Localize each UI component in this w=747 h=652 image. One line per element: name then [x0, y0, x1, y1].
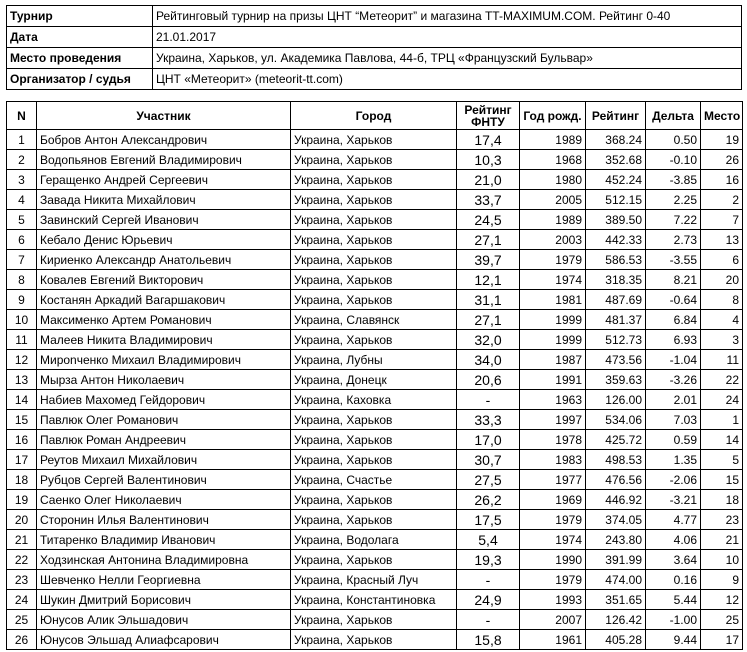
cell-rating-fntu: 27,1 [457, 230, 520, 250]
cell-rating: 126.00 [586, 390, 646, 410]
cell-delta: 8.21 [646, 270, 701, 290]
info-label: Дата [7, 27, 153, 48]
cell-city: Украина, Харьков [291, 190, 457, 210]
table-row [7, 490, 743, 510]
cell-rating-fntu: - [457, 610, 520, 630]
cell-city: Украина, Харьков [291, 250, 457, 270]
cell-rating: 534.06 [586, 410, 646, 430]
info-value: ЦНТ «Метеорит» (meteorit-tt.com) [153, 69, 742, 90]
cell-city: Украина, Лубны [291, 350, 457, 370]
cell-place: 4 [701, 310, 743, 330]
cell-n: 19 [7, 490, 37, 510]
cell-rating: 391.99 [586, 550, 646, 570]
cell-rating-fntu: 17,4 [457, 130, 520, 150]
cell-birth-year: 1974 [520, 270, 586, 290]
cell-city: Украина, Константиновка [291, 590, 457, 610]
cell-rating-fntu: 30,7 [457, 450, 520, 470]
cell-rating: 243.80 [586, 530, 646, 550]
cell-rating-fntu: 27,1 [457, 310, 520, 330]
cell-rating: 126.42 [586, 610, 646, 630]
cell-n: 24 [7, 590, 37, 610]
cell-n: 23 [7, 570, 37, 590]
table-row [7, 250, 743, 270]
cell-birth-year: 1978 [520, 430, 586, 450]
cell-city: Украина, Славянск [291, 310, 457, 330]
cell-place: 2 [701, 190, 743, 210]
header-rating: Рейтинг [586, 102, 646, 130]
info-value: Рейтинговый турнир на призы ЦНТ “Метеорит” и магазина TT-MAXIMUM.COM. Рейтинг 0-40 [153, 6, 742, 27]
cell-rating-fntu: 20,6 [457, 370, 520, 390]
cell-place: 25 [701, 610, 743, 630]
cell-birth-year: 1969 [520, 490, 586, 510]
info-value: 21.01.2017 [153, 27, 742, 48]
cell-n: 6 [7, 230, 37, 250]
cell-delta: 2.01 [646, 390, 701, 410]
cell-city: Украина, Харьков [291, 150, 457, 170]
table-row [7, 610, 743, 630]
cell-delta: 2.25 [646, 190, 701, 210]
cell-rating: 405.28 [586, 630, 646, 650]
cell-city: Украина, Харьков [291, 630, 457, 650]
cell-n: 8 [7, 270, 37, 290]
info-label: Организатор / судья [7, 69, 153, 90]
cell-participant: Кириенко Александр Анатольевич [37, 250, 291, 270]
table-row [7, 410, 743, 430]
table-row [7, 210, 743, 230]
cell-place: 1 [701, 410, 743, 430]
header-rating-fntu-line2: ФНТУ [471, 114, 505, 129]
cell-participant: Малеев Никита Владимирович [37, 330, 291, 350]
cell-birth-year: 1990 [520, 550, 586, 570]
cell-city: Украина, Харьков [291, 130, 457, 150]
cell-rating-fntu: - [457, 390, 520, 410]
header-place: Место [701, 102, 743, 130]
table-row [7, 230, 743, 250]
header-rating-fntu [457, 102, 520, 130]
cell-city: Украина, Харьков [291, 230, 457, 250]
info-row [7, 69, 742, 90]
table-row [7, 290, 743, 310]
info-row [7, 48, 742, 69]
cell-rating-fntu: 34,0 [457, 350, 520, 370]
info-label: Турнир [7, 6, 153, 27]
cell-birth-year: 1980 [520, 170, 586, 190]
cell-birth-year: 1999 [520, 330, 586, 350]
cell-rating-fntu: 26,2 [457, 490, 520, 510]
cell-rating-fntu: 17,0 [457, 430, 520, 450]
cell-rating-fntu: 10,3 [457, 150, 520, 170]
cell-rating: 368.24 [586, 130, 646, 150]
cell-place: 24 [701, 390, 743, 410]
cell-rating: 512.15 [586, 190, 646, 210]
header-birth-year: Год рожд. [520, 102, 586, 130]
cell-delta: 7.22 [646, 210, 701, 230]
cell-city: Украина, Счастье [291, 470, 457, 490]
cell-n: 25 [7, 610, 37, 630]
cell-birth-year: 1999 [520, 310, 586, 330]
cell-rating: 446.92 [586, 490, 646, 510]
cell-participant: Максименко Артем Романович [37, 310, 291, 330]
cell-participant: Набиев Махомед Гейдорович [37, 390, 291, 410]
cell-birth-year: 1989 [520, 210, 586, 230]
cell-place: 9 [701, 570, 743, 590]
header-delta: Дельта [646, 102, 701, 130]
cell-city: Украина, Каховка [291, 390, 457, 410]
cell-participant: Реутов Михаил Михайлович [37, 450, 291, 470]
cell-birth-year: 1961 [520, 630, 586, 650]
cell-rating: 359.63 [586, 370, 646, 390]
cell-birth-year: 1991 [520, 370, 586, 390]
cell-birth-year: 1974 [520, 530, 586, 550]
cell-participant: Павлюк Роман Андреевич [37, 430, 291, 450]
table-row [7, 450, 743, 470]
cell-rating-fntu: 33,3 [457, 410, 520, 430]
cell-n: 17 [7, 450, 37, 470]
cell-participant: Титаренко Владимир Иванович [37, 530, 291, 550]
cell-n: 26 [7, 630, 37, 650]
cell-participant: Саенко Олег Николаевич [37, 490, 291, 510]
cell-place: 15 [701, 470, 743, 490]
cell-delta: 0.50 [646, 130, 701, 150]
cell-rating: 476.56 [586, 470, 646, 490]
cell-rating-fntu: 15,8 [457, 630, 520, 650]
cell-delta: 6.84 [646, 310, 701, 330]
table-row [7, 170, 743, 190]
cell-participant: Водопьянов Евгений Владимирович [37, 150, 291, 170]
cell-rating-fntu: 31,1 [457, 290, 520, 310]
cell-birth-year: 1993 [520, 590, 586, 610]
cell-birth-year: 1997 [520, 410, 586, 430]
cell-place: 13 [701, 230, 743, 250]
table-row [7, 470, 743, 490]
cell-birth-year: 1989 [520, 130, 586, 150]
cell-delta: 9.44 [646, 630, 701, 650]
cell-n: 18 [7, 470, 37, 490]
cell-n: 20 [7, 510, 37, 530]
cell-rating-fntu: 27,5 [457, 470, 520, 490]
cell-birth-year: 2003 [520, 230, 586, 250]
table-row [7, 390, 743, 410]
cell-rating: 452.24 [586, 170, 646, 190]
cell-n: 13 [7, 370, 37, 390]
cell-n: 3 [7, 170, 37, 190]
cell-rating-fntu: 5,4 [457, 530, 520, 550]
cell-place: 22 [701, 370, 743, 390]
cell-birth-year: 1983 [520, 450, 586, 470]
cell-participant: Сторонин Илья Валентинович [37, 510, 291, 530]
cell-delta: -2.06 [646, 470, 701, 490]
cell-delta: -0.10 [646, 150, 701, 170]
cell-participant: Костанян Аркадий Вагаршакович [37, 290, 291, 310]
cell-rating: 442.33 [586, 230, 646, 250]
cell-place: 11 [701, 350, 743, 370]
cell-n: 10 [7, 310, 37, 330]
cell-place: 3 [701, 330, 743, 350]
cell-birth-year: 2005 [520, 190, 586, 210]
cell-n: 7 [7, 250, 37, 270]
cell-rating: 352.68 [586, 150, 646, 170]
cell-place: 12 [701, 590, 743, 610]
table-row [7, 430, 743, 450]
cell-city: Украина, Донецк [291, 370, 457, 390]
cell-rating-fntu: 17,5 [457, 510, 520, 530]
cell-place: 23 [701, 510, 743, 530]
table-row [7, 150, 743, 170]
cell-n: 1 [7, 130, 37, 150]
cell-delta: -0.64 [646, 290, 701, 310]
table-row [7, 510, 743, 530]
cell-participant: Мирonченко Михаил Владимирович [37, 350, 291, 370]
cell-birth-year: 2007 [520, 610, 586, 630]
tournament-info-table [6, 5, 742, 90]
cell-rating: 586.53 [586, 250, 646, 270]
cell-participant: Завинский Сергей Иванович [37, 210, 291, 230]
cell-birth-year: 1979 [520, 510, 586, 530]
cell-n: 2 [7, 150, 37, 170]
cell-city: Украина, Красный Луч [291, 570, 457, 590]
cell-n: 4 [7, 190, 37, 210]
cell-n: 11 [7, 330, 37, 350]
cell-delta: -3.85 [646, 170, 701, 190]
cell-place: 8 [701, 290, 743, 310]
cell-place: 10 [701, 550, 743, 570]
cell-city: Украина, Харьков [291, 490, 457, 510]
cell-place: 26 [701, 150, 743, 170]
cell-place: 16 [701, 170, 743, 190]
cell-place: 20 [701, 270, 743, 290]
cell-birth-year: 1977 [520, 470, 586, 490]
cell-rating-fntu: - [457, 570, 520, 590]
cell-rating: 425.72 [586, 430, 646, 450]
table-row [7, 570, 743, 590]
cell-delta: 7.03 [646, 410, 701, 430]
cell-n: 12 [7, 350, 37, 370]
cell-rating: 498.53 [586, 450, 646, 470]
table-row [7, 530, 743, 550]
cell-rating: 473.56 [586, 350, 646, 370]
cell-city: Украина, Харьков [291, 330, 457, 350]
cell-rating-fntu: 19,3 [457, 550, 520, 570]
table-row [7, 630, 743, 650]
cell-rating-fntu: 32,0 [457, 330, 520, 350]
info-row [7, 6, 742, 27]
table-row [7, 330, 743, 350]
cell-city: Украина, Харьков [291, 450, 457, 470]
header-rating-fntu-line1: Рейтинг [464, 102, 512, 117]
cell-delta: 4.06 [646, 530, 701, 550]
cell-participant: Геращенко Андрей Сергеевич [37, 170, 291, 190]
cell-rating-fntu: 24,5 [457, 210, 520, 230]
cell-city: Украина, Харьков [291, 290, 457, 310]
cell-city: Украина, Харьков [291, 510, 457, 530]
cell-birth-year: 1979 [520, 250, 586, 270]
info-row [7, 27, 742, 48]
cell-n: 5 [7, 210, 37, 230]
cell-participant: Юнусов Эльшад Алиафсарович [37, 630, 291, 650]
cell-n: 16 [7, 430, 37, 450]
cell-rating: 481.37 [586, 310, 646, 330]
cell-city: Украина, Харьков [291, 170, 457, 190]
cell-rating: 318.35 [586, 270, 646, 290]
cell-participant: Ходзинская Антонина Владимировна [37, 550, 291, 570]
cell-delta: -1.04 [646, 350, 701, 370]
cell-birth-year: 1979 [520, 570, 586, 590]
results-table [6, 101, 743, 650]
cell-delta: 2.73 [646, 230, 701, 250]
cell-participant: Бобров Антон Александрович [37, 130, 291, 150]
cell-rating-fntu: 12,1 [457, 270, 520, 290]
cell-place: 17 [701, 630, 743, 650]
cell-place: 21 [701, 530, 743, 550]
cell-city: Украина, Харьков [291, 550, 457, 570]
cell-city: Украина, Харьков [291, 610, 457, 630]
table-row [7, 130, 743, 150]
cell-place: 18 [701, 490, 743, 510]
table-row [7, 350, 743, 370]
cell-participant: Ковалев Евгений Викторович [37, 270, 291, 290]
cell-delta: -3.55 [646, 250, 701, 270]
cell-delta: 0.16 [646, 570, 701, 590]
cell-place: 19 [701, 130, 743, 150]
cell-city: Украина, Водолага [291, 530, 457, 550]
cell-birth-year: 1987 [520, 350, 586, 370]
cell-rating: 474.00 [586, 570, 646, 590]
cell-rating: 374.05 [586, 510, 646, 530]
cell-participant: Рубцов Сергей Валентинович [37, 470, 291, 490]
cell-rating: 487.69 [586, 290, 646, 310]
cell-delta: 6.93 [646, 330, 701, 350]
cell-delta: -3.26 [646, 370, 701, 390]
cell-rating-fntu: 21,0 [457, 170, 520, 190]
cell-participant: Кебало Денис Юрьевич [37, 230, 291, 250]
cell-delta: -3.21 [646, 490, 701, 510]
cell-delta: 1.35 [646, 450, 701, 470]
cell-birth-year: 1963 [520, 390, 586, 410]
cell-rating-fntu: 24,9 [457, 590, 520, 610]
cell-place: 5 [701, 450, 743, 470]
cell-place: 6 [701, 250, 743, 270]
cell-rating-fntu: 39,7 [457, 250, 520, 270]
cell-delta: 3.64 [646, 550, 701, 570]
cell-participant: Завада Никита Михайлович [37, 190, 291, 210]
cell-city: Украина, Харьков [291, 430, 457, 450]
cell-city: Украина, Харьков [291, 210, 457, 230]
cell-rating: 389.50 [586, 210, 646, 230]
cell-place: 14 [701, 430, 743, 450]
cell-participant: Юнусов Алик Эльшадович [37, 610, 291, 630]
cell-delta: -1.00 [646, 610, 701, 630]
header-participant: Участник [37, 102, 291, 130]
cell-participant: Шевченко Нелли Георгиевна [37, 570, 291, 590]
cell-birth-year: 1981 [520, 290, 586, 310]
cell-participant: Мырза Антон Николаевич [37, 370, 291, 390]
cell-n: 21 [7, 530, 37, 550]
cell-city: Украина, Харьков [291, 270, 457, 290]
table-row [7, 370, 743, 390]
cell-n: 14 [7, 390, 37, 410]
table-row [7, 590, 743, 610]
cell-rating-fntu: 33,7 [457, 190, 520, 210]
cell-rating: 351.65 [586, 590, 646, 610]
header-city: Город [291, 102, 457, 130]
cell-place: 7 [701, 210, 743, 230]
cell-birth-year: 1968 [520, 150, 586, 170]
cell-delta: 0.59 [646, 430, 701, 450]
table-row [7, 190, 743, 210]
cell-rating: 512.73 [586, 330, 646, 350]
info-label: Место проведения [7, 48, 153, 69]
table-row [7, 310, 743, 330]
table-row [7, 550, 743, 570]
header-n: N [7, 102, 37, 130]
cell-n: 22 [7, 550, 37, 570]
cell-participant: Павлюк Олег Романович [37, 410, 291, 430]
table-row [7, 270, 743, 290]
cell-delta: 4.77 [646, 510, 701, 530]
cell-city: Украина, Харьков [291, 410, 457, 430]
results-header-row [7, 102, 743, 130]
cell-n: 9 [7, 290, 37, 310]
cell-n: 15 [7, 410, 37, 430]
info-value: Украина, Харьков, ул. Академика Павлова, 44-б, ТРЦ «Французский Бульвар» [153, 48, 742, 69]
cell-delta: 5.44 [646, 590, 701, 610]
cell-participant: Шукин Дмитрий Борисович [37, 590, 291, 610]
